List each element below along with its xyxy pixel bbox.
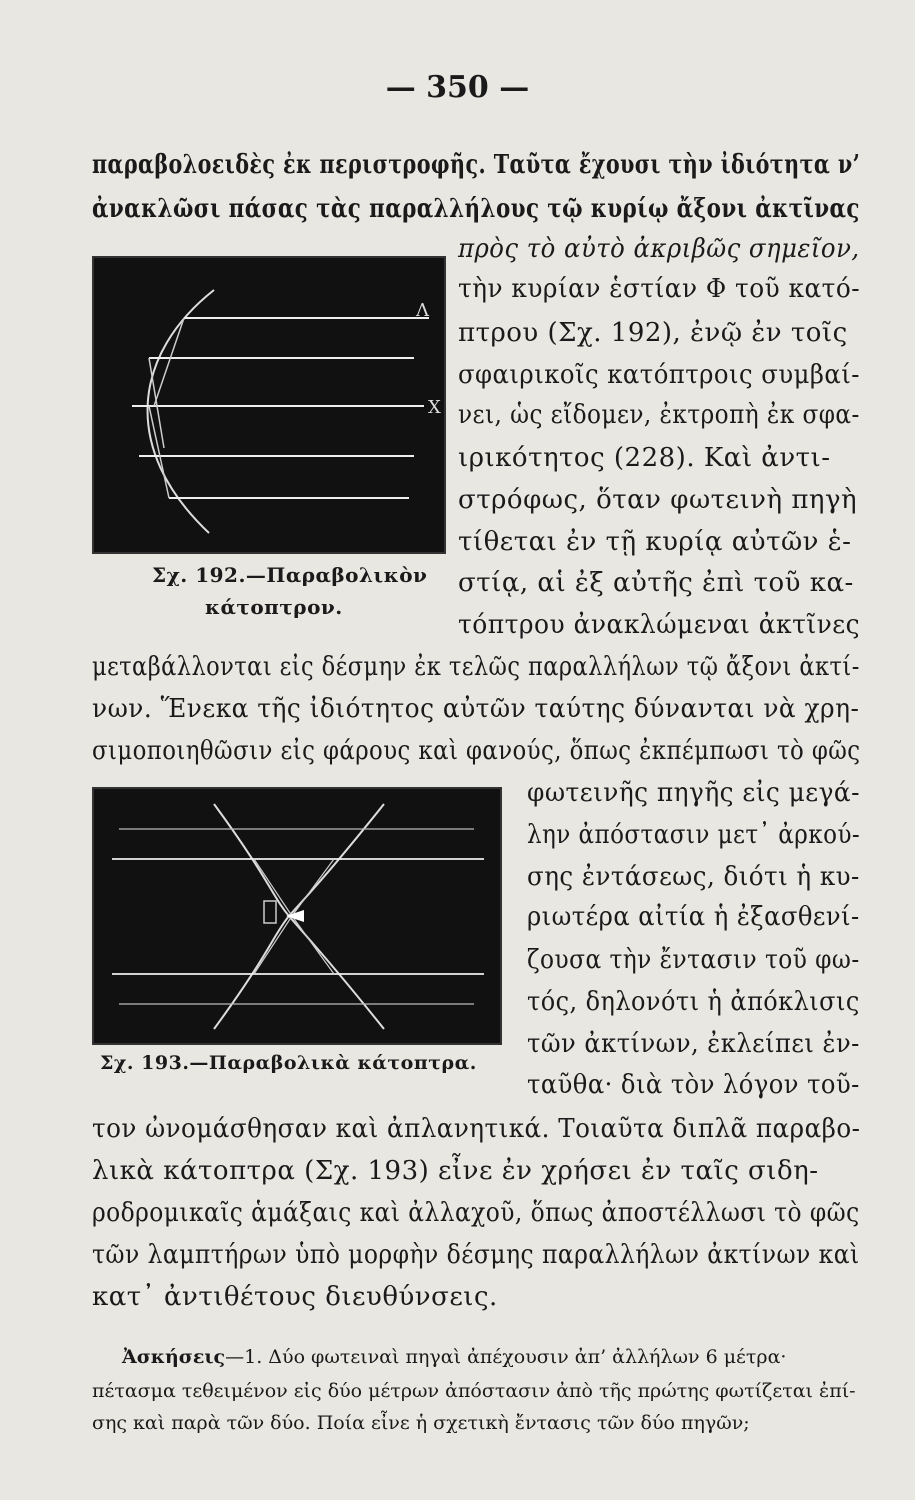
- text-line-15: σιμοποιηθῶσιν εἰς φάρους καὶ φανούς, ὅπως ἐκπέμπωσι τὸ φῶς: [92, 736, 861, 766]
- text-line-8: ιρικότητος (228). Καὶ ἀντι-: [458, 443, 831, 473]
- double-parabolic-mirror-diagram: [94, 789, 500, 1043]
- text-line-4: τὴν κυρίαν ἑστίαν Φ τοῦ κατό-: [458, 274, 861, 304]
- figure-193-caption: Σχ. 193.—Παραβολικὰ κάτοπτρα.: [100, 1052, 477, 1074]
- text-line-25: λικὰ κάτοπτρα (Σχ. 193) εἶνε ἐν χρήσει ἐν ταῖς σιδη-: [92, 1156, 819, 1186]
- figure-192-caption-line1: Σχ. 192.—Παραβολικὸν: [152, 563, 428, 587]
- text-line-13: μεταβάλλονται εἰς δέσμην ἐκ τελῶς παραλλήλων τῷ ἄξονι ἀκτί-: [92, 652, 860, 682]
- text-line-27: τῶν λαμπτήρων ὑπὸ μορφὴν δέσμης παραλλήλων ἀκτίνων καὶ: [92, 1240, 860, 1270]
- parabolic-mirror-diagram: [94, 258, 444, 552]
- text-line-14: νων. Ἕνεκα τῆς ἰδιότητος αὐτῶν ταύτης δύνανται νὰ χρη-: [92, 694, 860, 724]
- text-line-16: φωτεινῆς πηγῆς εἰς μεγά-: [527, 778, 860, 808]
- text-line-28: κατ᾽ ἀντιθέτους διευθύνσεις.: [92, 1282, 498, 1312]
- figure-192-caption-line2: κάτοπτρον.: [205, 595, 343, 619]
- figure-192-parabolic-mirror: [92, 256, 446, 554]
- text-line-11: στίᾳ, αἱ ἐξ αὐτῆς ἐπὶ τοῦ κα-: [458, 568, 854, 598]
- label-axis: Χ: [428, 397, 441, 418]
- label-top: Λ: [416, 300, 429, 321]
- exercises-label: Ἀσκήσεις: [122, 1346, 226, 1368]
- exercises-text-1: —1. Δύο φωτειναὶ πηγαὶ ἀπέχουσιν ἀπ’ ἀλλήλων 6 μέτρα·: [225, 1346, 787, 1368]
- exercises-line-2: πέτασμα τεθειμένον εἰς δύο μέτρων ἀπόστασιν ἀπὸ τῆς πρώτης φωτίζεται ἐπί-: [92, 1380, 856, 1402]
- text-line-10: τίθεται ἐν τῇ κυρίᾳ αὐτῶν ἑ-: [458, 527, 852, 557]
- text-line-5: πτρου (Σχ. 192), ἐνῷ ἐν τοῖς: [458, 318, 848, 348]
- text-line-23: ταῦθα· διὰ τὸν λόγον τοῦ-: [527, 1070, 860, 1100]
- text-line-6: σφαιρικοῖς κατόπτροις συμβαί-: [458, 360, 860, 390]
- text-line-3: πρὸς τὸ αὐτὸ ἀκριβῶς σημεῖον,: [458, 234, 860, 264]
- exercises-line-1: [122, 1344, 786, 1370]
- text-line-1: παραβολοειδὲς ἐκ περιστροφῆς. Ταῦτα ἔχουσι τὴν ἰδιότητα ν’: [92, 150, 861, 180]
- text-line-26: ροδρομικαῖς ἁμάξαις καὶ ἀλλαχοῦ, ὅπως ἀποστέλλωσι τὸ φῶς: [92, 1198, 860, 1228]
- text-line-2: ἀνακλῶσι πάσας τὰς παραλλήλους τῷ κυρίῳ ἄξονι ἀκτῖνας: [92, 194, 860, 224]
- text-line-24: τον ὠνομάσθησαν καὶ ἀπλανητικά. Τοιαῦτα διπλᾶ παραβο-: [92, 1114, 861, 1144]
- figure-193-parabolic-mirrors: [92, 787, 502, 1045]
- text-line-12: τόπτρου ἀνακλώμεναι ἀκτῖνες: [458, 610, 861, 640]
- text-line-22: τῶν ἀκτίνων, ἐκλείπει ἐν-: [527, 1029, 860, 1059]
- exercises-line-3: σης καὶ παρὰ τῶν δύο. Ποία εἶνε ἡ σχετικὴ ἔντασις τῶν δύο πηγῶν;: [92, 1412, 750, 1434]
- text-line-20: ζουσα τὴν ἔντασιν τοῦ φω-: [527, 945, 860, 975]
- text-line-21: τός, δηλονότι ἡ ἀπόκλισις: [527, 987, 860, 1017]
- page-number: — 350 —: [385, 70, 530, 105]
- text-line-17: λην ἀπόστασιν μετ᾽ ἀρκού-: [527, 820, 861, 850]
- text-line-9: στρόφως, ὅταν φωτεινὴ πηγὴ: [458, 485, 858, 515]
- text-line-18: σης ἐντάσεως, διότι ἡ κυ-: [527, 862, 860, 892]
- text-line-19: ριωτέρα αἰτία ἡ ἐξασθενί-: [527, 902, 860, 932]
- text-line-7: νει, ὡς εἴδομεν, ἐκτροπὴ ἐκ σφα-: [458, 400, 860, 430]
